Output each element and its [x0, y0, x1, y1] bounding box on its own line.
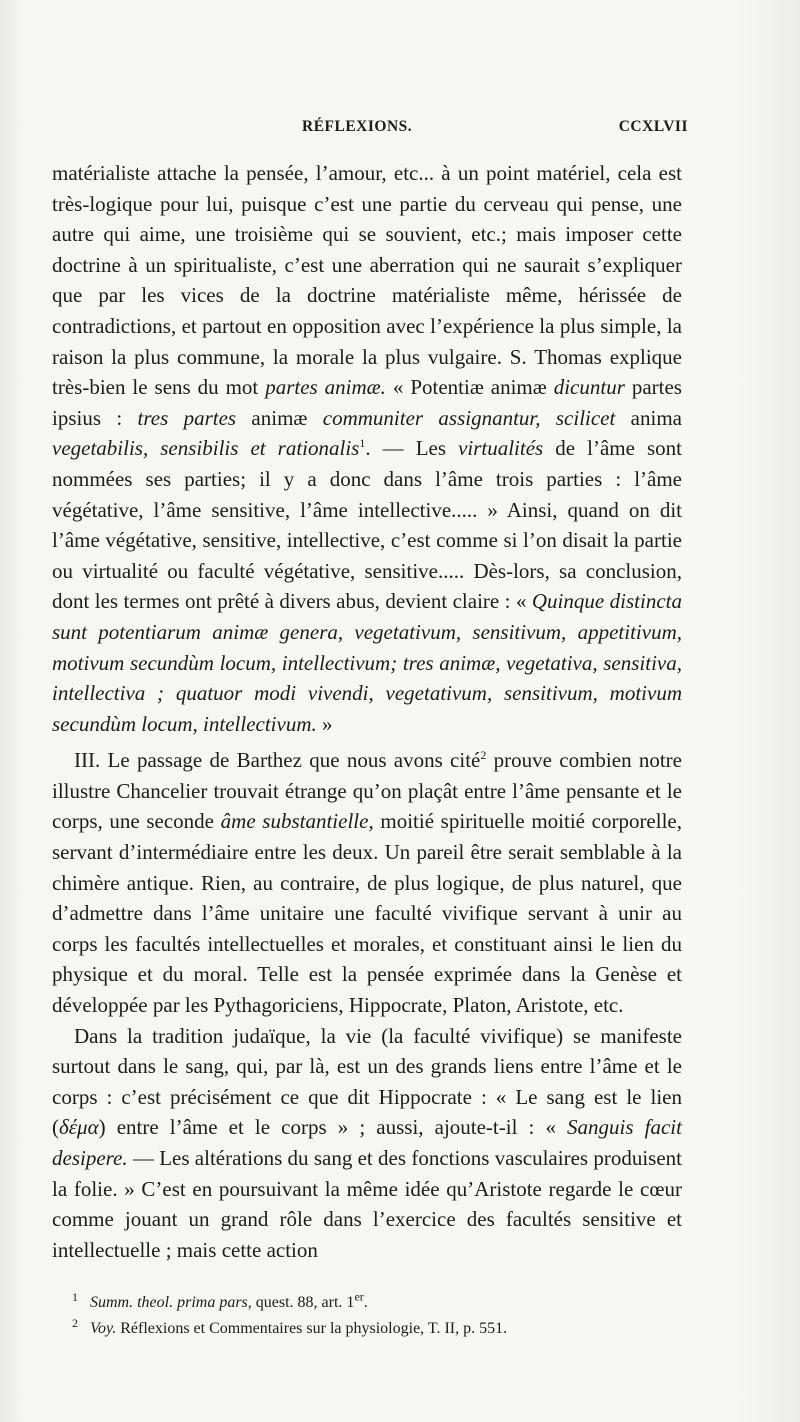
footnote-text: Réflexions et Commentaires sur la physiologie, T. II, p. 551. — [116, 1320, 508, 1337]
text-run: Dans la tradition judaïque, la vie (la faculté vivifique) se manifeste surtout dans le sang, qui, par là, est un des grands liens entre l’âme et le corps : c’est précisément ce que dit Hippocrate : « Le sang est le lien ( — [52, 1023, 682, 1140]
text-run: animæ — [236, 405, 323, 430]
footnote-text: quest. 88, art. 1 — [251, 1294, 355, 1311]
italic-run: Sanguis facit desipere. — [52, 1115, 682, 1170]
italic-run: dicuntur — [553, 375, 625, 400]
footnote-ref-1[interactable]: 1 — [359, 436, 366, 451]
italic-run: communiter assignantur, scilicet — [322, 405, 616, 430]
text-run: matérialiste attache la pensée, l’amour, etc... à un point matériel, cela est très-logique pour lui, puisque c’est une partie du cerveau qui pense, une autre qui aime, une troisième qui se souvient, etc.; mais imposer cette doctrine à un spiritualiste, c’est une aberration qui ne saurait s’expliquer que par les vices de la doctrine matérialiste même, hérissée de contradictions, et partout en opposition avec l’expérience la plus simple, la raison la plus commune, la morale la plus vulgaire. S. Thomas explique très-bien le sens du mot — [52, 161, 682, 400]
italic-run: âme substantielle, — [220, 809, 374, 834]
text-run: prouve combien notre illustre Chancelier trouvait étrange qu’on plaçât entre l’âme pensante et le corps, une seconde — [52, 748, 682, 834]
italic-run: tres partes — [137, 405, 237, 430]
footnote-2: 2 Voy. Réflexions et Commentaires sur la physiologie, T. II, p. 551. — [72, 1315, 508, 1337]
text-run: moitié spirituelle moitié corporelle, servant d’intermédiaire entre les deux. Un pareil être serait semblable à la chimère antique. Rien, au contraire, de plus logique, de plus naturel, que d’admettre dans l’âme unitaire une faculté vivifique servant à unir au corps les facultés intellectuelles et morales, et constituant ainsi le lien du physique et du moral. Telle est la pensée exprimée dans la Genèse et développée par les Pythagoriciens, Hippocrate, Platon, Aristote, etc. — [52, 809, 682, 1018]
paragraph-2 — [52, 745, 682, 1020]
italic-run: Quinque distincta sunt potentiarum animæ genera, vegetativum, sensitivum, appetitivum, motivum secundùm locum, intellectivum; tres animæ, vegetativa, sensitiva, intellectiva ; quatuor modi vivendi, vegetativum, sensitivum, motivum secundùm locum, intellectivum. — [52, 589, 682, 736]
footnote-italic: Summ. theol. prima pars, — [90, 1294, 252, 1311]
text-run: anima — [615, 405, 682, 430]
footnote-italic: Voy. — [90, 1320, 117, 1337]
footnote-end: . — [363, 1294, 368, 1311]
italic-run: vegetabilis, sensibilis et rationalis — [52, 436, 360, 461]
main-text — [52, 158, 682, 1265]
text-run: de l’âme sont nommées ses parties; il y a donc dans l’âme trois parties : l’âme végétative, l’âme sensitive, l’âme intellective..... » Ainsi, quand on dit l’âme végétative, sensitive, intellective, c’est comme si l’on disait la partie ou virtualité ou faculté végétative, sensitive..... Dès-lors, sa conclusion, dont les termes ont prêté à divers abus, devient claire : « — [52, 436, 682, 614]
footnote-sup: er — [354, 1289, 364, 1304]
text-run: ) entre l’âme et le corps » ; aussi, ajoute-t-il : « — [98, 1115, 568, 1140]
paragraph-1 — [52, 158, 682, 739]
italic-run: virtualités — [458, 436, 544, 461]
italic-run: partes animæ. — [265, 375, 386, 400]
running-title: RÉFLEXIONS. — [302, 118, 413, 135]
text-run: . — Les — [365, 436, 459, 461]
text-run: partes ipsius : — [52, 375, 682, 430]
paragraph-3 — [52, 1021, 682, 1266]
text-run: III. Le passage de Barthez que nous avons cité — [74, 748, 481, 773]
text-run: — Les altérations du sang et des fonctions vasculaires produisent la folie. » C’est en poursuivant la même idée qu’Aristote regarde le cœur comme jouant un grand rôle dans l’exercice des facultés sensitive et intellectuelle ; mais cette action — [52, 1146, 682, 1262]
footnote-ref-2[interactable]: 2 — [480, 748, 487, 763]
text-run: « Potentiæ animæ — [385, 375, 554, 400]
footnote-1: 1 Summ. theol. prima pars, quest. 88, art. 1er. — [72, 1289, 368, 1311]
greek-word: δέμα — [59, 1115, 99, 1140]
page-number: CCXLVII — [618, 118, 688, 135]
text-run: » — [316, 711, 333, 736]
footnotes — [72, 1290, 682, 1342]
running-header — [52, 118, 688, 142]
